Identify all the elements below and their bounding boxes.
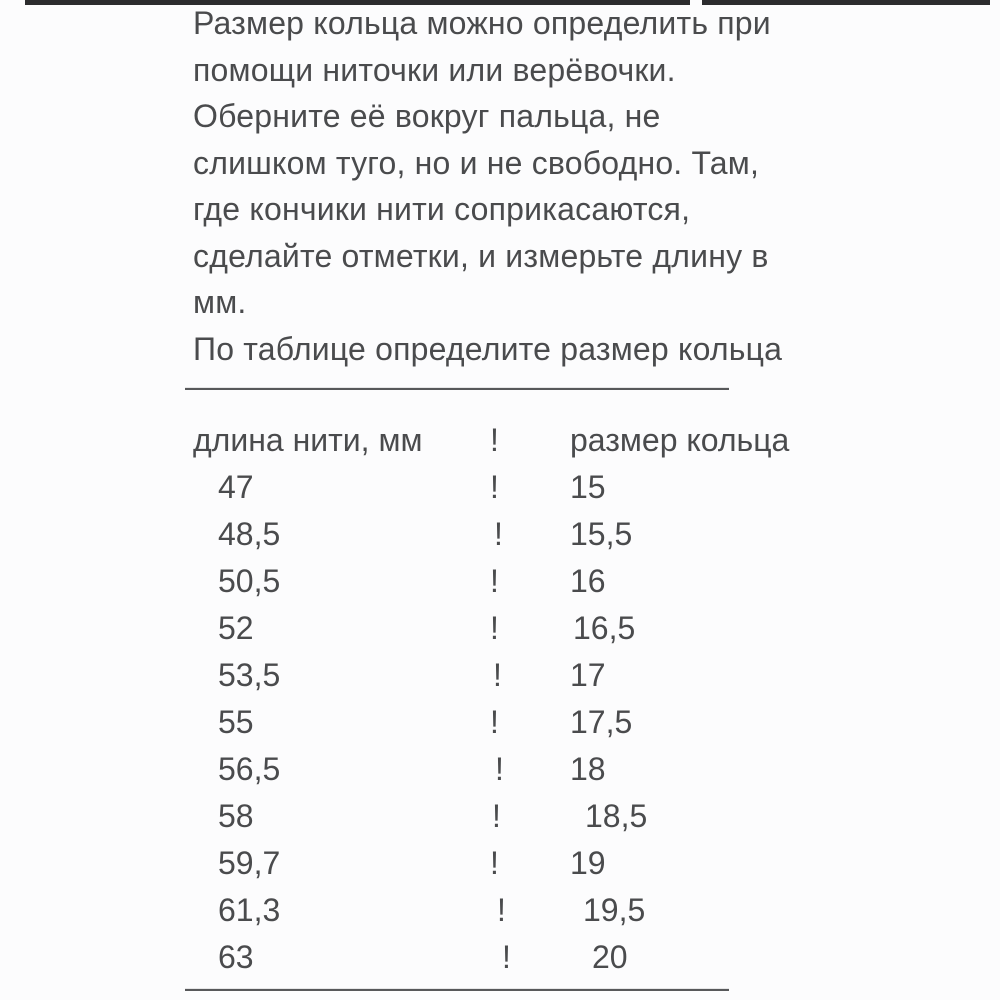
column-header-ring-size: размер кольца xyxy=(570,422,790,458)
intro-line: Оберните её вокруг пальца, не xyxy=(193,98,661,134)
column-separator-glyph: ! xyxy=(495,751,504,787)
ring-size-value: 19 xyxy=(570,845,606,881)
intro-line: мм. xyxy=(193,284,247,320)
ring-size-value: 20 xyxy=(592,939,628,975)
table-row xyxy=(193,887,933,934)
intro-line: слишком туго, но и не свободно. Там, xyxy=(193,144,760,181)
column-separator-glyph: ! xyxy=(490,704,499,740)
column-header-thread-length: длина нити, мм xyxy=(193,422,423,458)
table-row xyxy=(193,605,933,652)
column-separator-glyph: ! xyxy=(490,845,499,881)
thread-length-value: 52 xyxy=(218,610,254,646)
ring-size-value: 17,5 xyxy=(570,704,633,740)
intro-paragraph xyxy=(193,0,933,372)
intro-line: Размер кольца можно определить при xyxy=(193,5,771,41)
column-separator-glyph: ! xyxy=(497,892,506,928)
table-row xyxy=(193,746,933,793)
ring-size-table xyxy=(193,417,933,981)
ring-size-value: 18,5 xyxy=(585,798,648,834)
ring-size-value: 17 xyxy=(570,657,606,693)
thread-length-value: 63 xyxy=(218,939,254,975)
table-header-row xyxy=(193,417,933,464)
thread-length-value: 58 xyxy=(218,798,254,834)
intro-line: сделайте отметки, и измерьте длину в xyxy=(193,237,769,274)
thread-length-value: 50,5 xyxy=(218,563,281,599)
thread-length-value: 47 xyxy=(218,469,254,505)
table-row xyxy=(193,511,933,558)
column-separator-glyph: ! xyxy=(490,422,499,458)
table-row xyxy=(193,652,933,699)
column-separator-glyph: ! xyxy=(490,469,499,505)
ring-size-value: 16,5 xyxy=(573,610,636,646)
table-row xyxy=(193,699,933,746)
table-row xyxy=(193,558,933,605)
column-separator-glyph: ! xyxy=(490,563,499,599)
thread-length-value: 61,3 xyxy=(218,892,281,928)
intro-line: где кончики нити соприкасаются, xyxy=(193,191,691,227)
thread-length-value: 56,5 xyxy=(218,751,281,787)
intro-line: помощи ниточки или верёвочки. xyxy=(193,51,676,88)
table-body xyxy=(193,464,933,981)
column-separator-glyph: ! xyxy=(494,516,503,552)
table-row xyxy=(193,464,933,511)
ring-size-value: 15,5 xyxy=(570,516,633,552)
table-row xyxy=(193,840,933,887)
column-separator-glyph: ! xyxy=(493,657,502,693)
intro-line: По таблице определите размер кольца xyxy=(193,330,783,367)
thread-length-value: 59,7 xyxy=(218,845,281,881)
table-row xyxy=(193,793,933,840)
column-separator-glyph: ! xyxy=(492,798,501,834)
separator-line-bottom: ————————————————— xyxy=(185,973,729,1000)
ring-size-value: 19,5 xyxy=(583,892,646,928)
ring-size-value: 15 xyxy=(570,469,606,505)
thread-length-value: 48,5 xyxy=(218,516,281,552)
guide-content xyxy=(185,0,933,1000)
separator-line-top: ————————————————— xyxy=(185,372,729,400)
column-separator-glyph: ! xyxy=(490,610,499,646)
thread-length-value: 53,5 xyxy=(218,657,281,693)
column-separator-glyph: ! xyxy=(502,939,511,975)
thread-length-value: 55 xyxy=(218,704,254,740)
ring-size-value: 16 xyxy=(570,563,606,599)
ring-size-value: 18 xyxy=(570,751,606,787)
